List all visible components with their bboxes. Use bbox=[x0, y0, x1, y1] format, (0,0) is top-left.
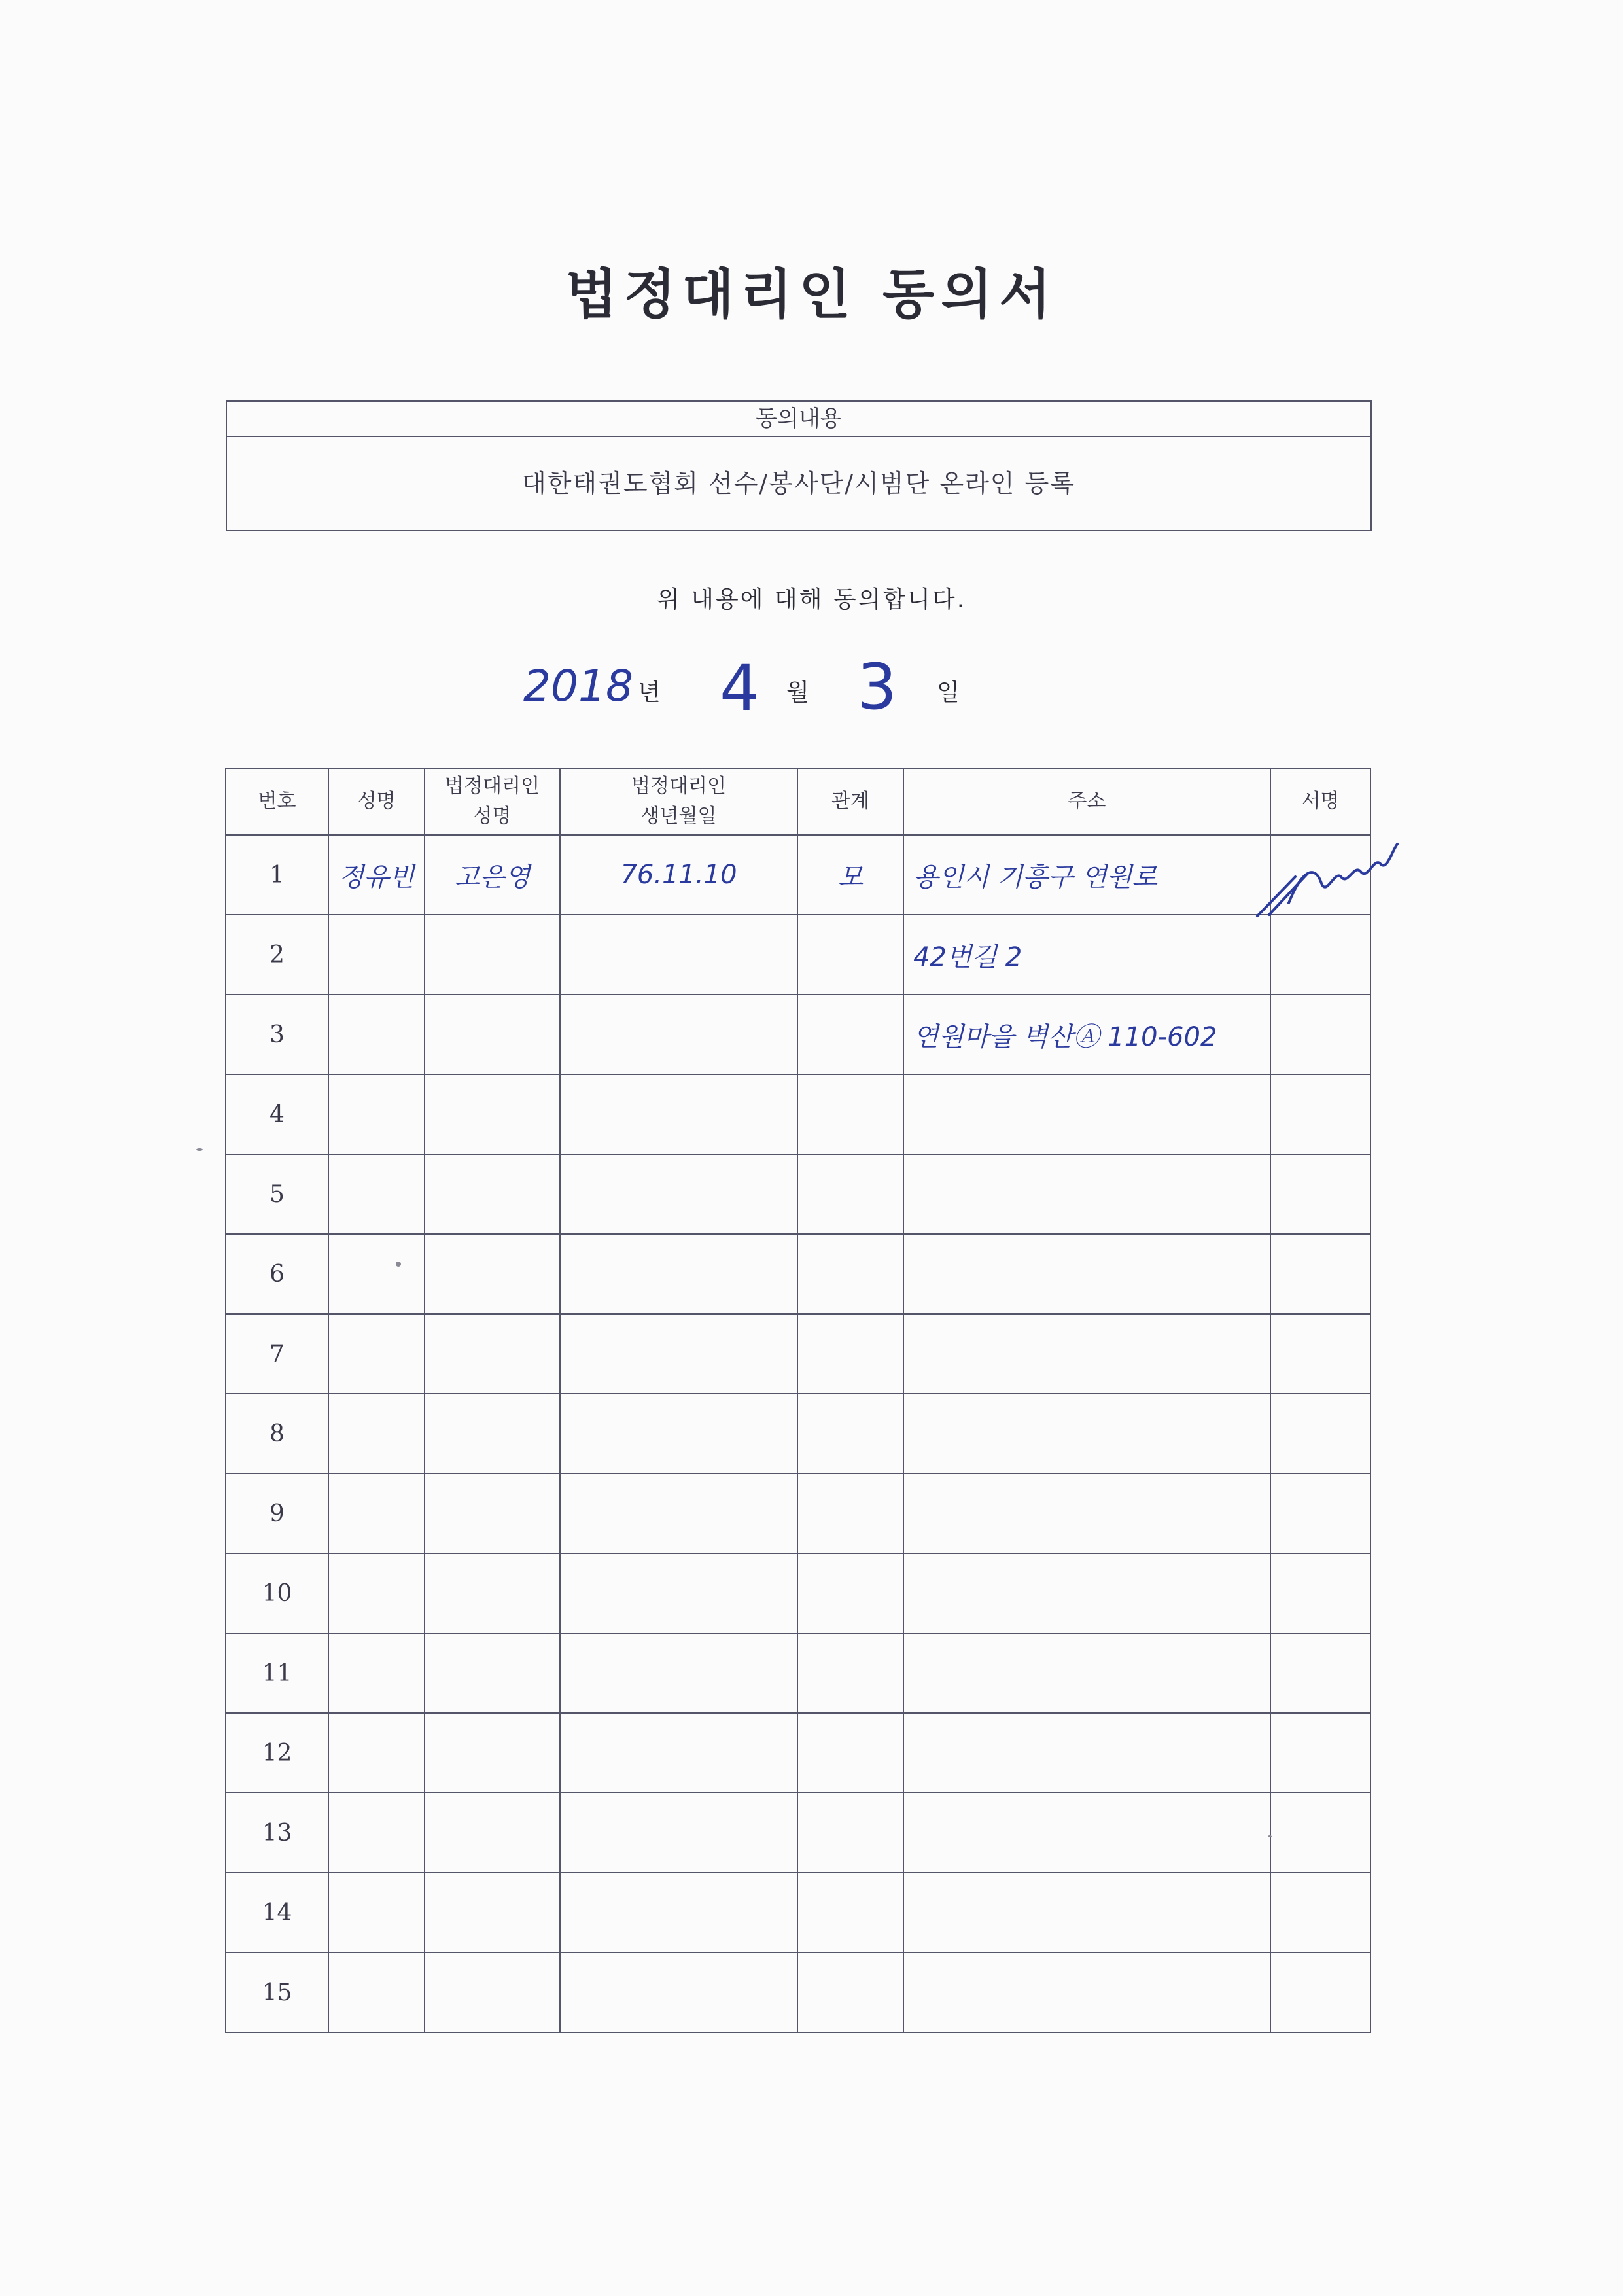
registrant-table bbox=[225, 768, 1371, 2033]
cell-relation bbox=[797, 1713, 903, 1793]
consent-header: 동의내용 bbox=[227, 402, 1370, 437]
cell-guardian bbox=[425, 1553, 560, 1633]
cell-name bbox=[328, 1074, 425, 1154]
cell-relation bbox=[797, 1234, 903, 1314]
table-row bbox=[226, 1793, 1370, 1873]
date-row bbox=[0, 650, 1623, 726]
date-year-unit: 년 bbox=[638, 679, 661, 706]
cell-birth bbox=[560, 1553, 797, 1633]
cell-relation: 모 bbox=[797, 835, 903, 915]
cell-address bbox=[903, 1314, 1270, 1394]
table-row bbox=[226, 1154, 1370, 1234]
cell-guardian bbox=[425, 915, 560, 995]
cell-birth bbox=[560, 1234, 797, 1314]
cell-sig bbox=[1270, 1154, 1370, 1234]
cell-no: 14 bbox=[226, 1873, 328, 1952]
cell-address bbox=[903, 1074, 1270, 1154]
header-relation: 관계 bbox=[797, 768, 903, 835]
cell-address: 42번길 2 bbox=[903, 915, 1270, 995]
cell-name bbox=[328, 1713, 425, 1793]
cell-guardian bbox=[425, 1154, 560, 1234]
cell-relation bbox=[797, 1633, 903, 1713]
cell-guardian bbox=[425, 1952, 560, 2032]
cell-no: 8 bbox=[226, 1394, 328, 1474]
cell-address bbox=[903, 1474, 1270, 1553]
cell-relation bbox=[797, 1154, 903, 1234]
cell-no: 11 bbox=[226, 1633, 328, 1713]
table-row bbox=[226, 1074, 1370, 1154]
scan-speck bbox=[396, 1262, 401, 1267]
consent-box bbox=[226, 400, 1372, 531]
cell-name bbox=[328, 1553, 425, 1633]
cell-birth bbox=[560, 1952, 797, 2032]
cell-relation bbox=[797, 1474, 903, 1553]
cell-relation bbox=[797, 1873, 903, 1952]
cell-sig bbox=[1270, 915, 1370, 995]
table-row bbox=[226, 1394, 1370, 1474]
cell-birth: 76.11.10 bbox=[560, 835, 797, 915]
cell-sig bbox=[1270, 1793, 1370, 1873]
cell-name bbox=[328, 1154, 425, 1234]
cell-name: 정유빈 bbox=[328, 835, 425, 915]
cell-guardian bbox=[425, 1314, 560, 1394]
cell-name bbox=[328, 1952, 425, 2032]
cell-no: 3 bbox=[226, 995, 328, 1074]
cell-relation bbox=[797, 995, 903, 1074]
cell-name bbox=[328, 1793, 425, 1873]
cell-birth bbox=[560, 1713, 797, 1793]
header-guardian-birth-line2: 생년월일 bbox=[640, 805, 717, 828]
date-month: 4 bbox=[720, 652, 760, 725]
cell-no: 12 bbox=[226, 1713, 328, 1793]
cell-address bbox=[903, 1713, 1270, 1793]
cell-birth bbox=[560, 1394, 797, 1474]
cell-guardian bbox=[425, 1474, 560, 1553]
cell-name bbox=[328, 1234, 425, 1314]
cell-guardian bbox=[425, 1793, 560, 1873]
header-guardian-birth bbox=[560, 768, 797, 835]
table-row bbox=[226, 1952, 1370, 2032]
scan-speck bbox=[1268, 1835, 1272, 1837]
cell-guardian: 고은영 bbox=[425, 835, 560, 915]
cell-relation bbox=[797, 1553, 903, 1633]
agree-statement: 위 내용에 대해 동의합니다. bbox=[656, 586, 967, 613]
date-year: 2018 bbox=[523, 661, 633, 711]
cell-guardian bbox=[425, 1633, 560, 1713]
cell-address bbox=[903, 1873, 1270, 1952]
cell-guardian bbox=[425, 1234, 560, 1314]
header-guardian-name-line2: 성명 bbox=[473, 805, 512, 828]
table-row bbox=[226, 1713, 1370, 1793]
header-guardian-name-line1: 법정대리인 bbox=[445, 775, 540, 798]
cell-sig bbox=[1270, 1553, 1370, 1633]
cell-relation bbox=[797, 915, 903, 995]
header-guardian-birth-line1: 법정대리인 bbox=[631, 775, 726, 798]
table-row bbox=[226, 1873, 1370, 1952]
table-row bbox=[226, 915, 1370, 995]
table-row bbox=[226, 1553, 1370, 1633]
cell-name bbox=[328, 1394, 425, 1474]
cell-relation bbox=[797, 1952, 903, 2032]
cell-no: 6 bbox=[226, 1234, 328, 1314]
cell-guardian bbox=[425, 1074, 560, 1154]
cell-no: 10 bbox=[226, 1553, 328, 1633]
cell-sig bbox=[1270, 1713, 1370, 1793]
cell-birth bbox=[560, 995, 797, 1074]
cell-no: 1 bbox=[226, 835, 328, 915]
cell-birth bbox=[560, 1873, 797, 1952]
cell-address bbox=[903, 1633, 1270, 1713]
cell-relation bbox=[797, 1314, 903, 1394]
cell-birth bbox=[560, 915, 797, 995]
cell-name bbox=[328, 1633, 425, 1713]
cell-guardian bbox=[425, 1394, 560, 1474]
cell-name bbox=[328, 1314, 425, 1394]
cell-sig bbox=[1270, 1394, 1370, 1474]
document-title: 법정대리인 동의서 bbox=[565, 264, 1058, 326]
cell-birth bbox=[560, 1314, 797, 1394]
signature-mark bbox=[1249, 831, 1420, 923]
cell-name bbox=[328, 1873, 425, 1952]
cell-name bbox=[328, 915, 425, 995]
cell-sig bbox=[1270, 1474, 1370, 1553]
header-signature: 서명 bbox=[1270, 768, 1370, 835]
cell-no: 5 bbox=[226, 1154, 328, 1234]
cell-name bbox=[328, 1474, 425, 1553]
cell-sig bbox=[1270, 1633, 1370, 1713]
header-no: 번호 bbox=[226, 768, 328, 835]
cell-no: 7 bbox=[226, 1314, 328, 1394]
cell-sig bbox=[1270, 1234, 1370, 1314]
cell-sig bbox=[1270, 1314, 1370, 1394]
cell-no: 2 bbox=[226, 915, 328, 995]
header-name: 성명 bbox=[328, 768, 425, 835]
cell-relation bbox=[797, 1394, 903, 1474]
cell-no: 15 bbox=[226, 1952, 328, 2032]
header-address: 주소 bbox=[903, 768, 1270, 835]
date-month-unit: 월 bbox=[786, 679, 809, 706]
table-row bbox=[226, 1633, 1370, 1713]
cell-address bbox=[903, 1154, 1270, 1234]
cell-address: 연원마을 벽산Ⓐ 110-602 bbox=[903, 995, 1270, 1074]
cell-address bbox=[903, 1793, 1270, 1873]
cell-sig bbox=[1270, 995, 1370, 1074]
cell-address bbox=[903, 1234, 1270, 1314]
cell-sig bbox=[1270, 1873, 1370, 1952]
table-row bbox=[226, 995, 1370, 1074]
cell-guardian bbox=[425, 1713, 560, 1793]
table-row bbox=[226, 1234, 1370, 1314]
table-row bbox=[226, 835, 1370, 915]
cell-address bbox=[903, 1394, 1270, 1474]
cell-relation bbox=[797, 1793, 903, 1873]
table-row bbox=[226, 1314, 1370, 1394]
cell-sig bbox=[1270, 1952, 1370, 2032]
scan-speck bbox=[196, 1148, 203, 1151]
table-row bbox=[226, 1474, 1370, 1553]
date-day-unit: 일 bbox=[937, 679, 960, 706]
cell-sig bbox=[1270, 1074, 1370, 1154]
cell-birth bbox=[560, 1633, 797, 1713]
cell-name bbox=[328, 995, 425, 1074]
cell-address bbox=[903, 1553, 1270, 1633]
cell-birth bbox=[560, 1154, 797, 1234]
cell-address bbox=[903, 1952, 1270, 2032]
cell-guardian bbox=[425, 1873, 560, 1952]
header-guardian-name bbox=[425, 768, 560, 835]
cell-birth bbox=[560, 1074, 797, 1154]
cell-no: 9 bbox=[226, 1474, 328, 1553]
cell-relation bbox=[797, 1074, 903, 1154]
date-day: 3 bbox=[857, 650, 898, 724]
cell-guardian bbox=[425, 995, 560, 1074]
cell-address: 용인시 기흥구 연원로 bbox=[903, 835, 1270, 915]
table-header-row bbox=[226, 768, 1370, 835]
cell-birth bbox=[560, 1793, 797, 1873]
cell-no: 13 bbox=[226, 1793, 328, 1873]
cell-no: 4 bbox=[226, 1074, 328, 1154]
cell-birth bbox=[560, 1474, 797, 1553]
consent-body: 대한태권도협회 선수/봉사단/시범단 온라인 등록 bbox=[521, 469, 1075, 498]
